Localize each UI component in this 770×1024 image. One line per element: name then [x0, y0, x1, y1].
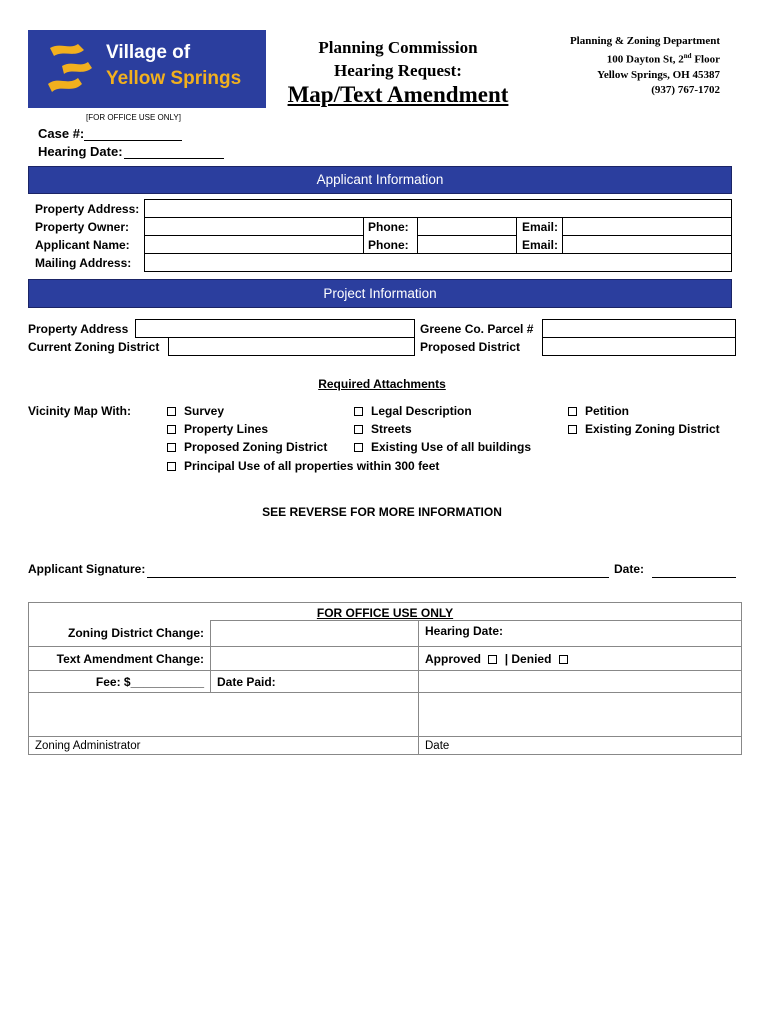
applicant-name-input[interactable] — [144, 235, 364, 254]
logo-text-line2: Yellow Springs — [106, 68, 242, 89]
table-row — [29, 737, 742, 755]
denied-label: | Denied — [504, 651, 552, 666]
applicant-property-address-input[interactable] — [144, 199, 732, 218]
applicant-phone-input[interactable] — [417, 235, 517, 254]
office-hearing-date-label: Hearing Date: — [425, 624, 504, 638]
applicant-section-header: Applicant Information — [28, 166, 732, 194]
village-logo — [28, 30, 266, 108]
applicant-mailing-address-input[interactable] — [144, 253, 732, 272]
administrator-date-field[interactable] — [419, 693, 742, 737]
denied-checkbox[interactable] — [559, 655, 568, 664]
zoning-district-change-label: Zoning District Change: — [29, 621, 211, 647]
vicinity-map-label: Vicinity Map With: — [28, 404, 132, 418]
project-property-address-input[interactable] — [135, 319, 415, 338]
department-street: 100 Dayton St, 2nd Floor — [606, 52, 720, 66]
form-title-main: Map/Text Amendment — [287, 82, 509, 107]
date-paid-label: Date Paid: — [217, 674, 276, 689]
checkbox-petition[interactable]: Petition — [568, 404, 629, 418]
table-row — [29, 621, 742, 647]
project-section-header: Project Information — [28, 279, 732, 308]
hearing-date-label: Hearing Date: — [38, 144, 123, 159]
checkbox-proposed-zoning-district[interactable]: Proposed Zoning District — [167, 440, 327, 454]
current-zoning-district-input[interactable] — [168, 337, 415, 356]
applicant-signature-label: Applicant Signature: — [28, 562, 146, 576]
applicant-email-label-2: Email: — [522, 238, 559, 252]
zoning-administrator-signature-field[interactable] — [29, 693, 419, 737]
see-reverse-notice: SEE REVERSE FOR MORE INFORMATION — [262, 505, 502, 519]
applicant-phone-label-2: Phone: — [368, 238, 409, 252]
office-use-heading: FOR OFFICE USE ONLY — [316, 606, 454, 620]
approved-checkbox[interactable] — [488, 655, 497, 664]
approval-cell — [419, 647, 742, 671]
checkbox-legal-description[interactable]: Legal Description — [354, 404, 472, 418]
office-blank-cell — [419, 671, 742, 693]
department-phone: (937) 767-1702 — [651, 83, 720, 96]
applicant-email-label-1: Email: — [522, 220, 559, 234]
applicant-email-input[interactable] — [562, 235, 732, 254]
owner-phone-input[interactable] — [417, 217, 517, 236]
greene-parcel-label: Greene Co. Parcel # — [420, 322, 534, 336]
proposed-district-input[interactable] — [542, 337, 736, 356]
text-amendment-change-field[interactable] — [211, 647, 419, 671]
greene-parcel-input[interactable] — [542, 319, 736, 338]
proposed-district-label: Proposed District — [420, 340, 521, 354]
date-paid-cell[interactable] — [211, 671, 419, 693]
checkbox-property-lines[interactable]: Property Lines — [167, 422, 268, 436]
table-row — [29, 671, 742, 693]
signature-date-field[interactable] — [652, 577, 736, 578]
table-row — [29, 603, 742, 621]
applicant-property-owner-input[interactable] — [144, 217, 364, 236]
applicant-property-address-label: Property Address: — [35, 202, 140, 216]
checkbox-icon — [167, 407, 176, 416]
form-title-line1: Planning Commission — [318, 38, 478, 57]
checkbox-icon — [354, 407, 363, 416]
checkbox-principal-use-300ft[interactable]: Principal Use of all properties within 300 feet — [167, 459, 439, 473]
project-property-address-label: Property Address — [28, 322, 129, 336]
hearing-date-field[interactable] — [124, 158, 224, 159]
office-use-table — [28, 602, 742, 755]
owner-email-input[interactable] — [562, 217, 732, 236]
department-address — [530, 34, 720, 98]
case-number-field[interactable] — [84, 140, 182, 141]
approved-label: Approved — [425, 651, 482, 666]
table-row — [29, 693, 742, 737]
checkbox-streets[interactable]: Streets — [354, 422, 412, 436]
checkbox-icon — [167, 443, 176, 452]
office-hearing-date-cell[interactable] — [419, 621, 742, 647]
checkbox-icon — [568, 425, 577, 434]
required-attachments-heading: Required Attachments — [318, 377, 446, 391]
case-number-label: Case #: — [38, 126, 85, 141]
fee-label[interactable]: Fee: $___________ — [29, 671, 211, 693]
text-amendment-change-label: Text Amendment Change: — [29, 647, 211, 671]
table-row — [29, 647, 742, 671]
applicant-phone-label-1: Phone: — [368, 220, 409, 234]
checkbox-survey[interactable]: Survey — [167, 404, 224, 418]
checkbox-icon — [354, 443, 363, 452]
zoning-administrator-label: Zoning Administrator — [29, 737, 419, 755]
logo-text-line1: Village of — [106, 42, 191, 63]
applicant-property-owner-label: Property Owner: — [35, 220, 130, 234]
office-use-note: [FOR OFFICE USE ONLY] — [86, 113, 181, 122]
checkbox-icon — [167, 425, 176, 434]
applicant-mailing-address-label: Mailing Address: — [35, 256, 132, 270]
current-zoning-district-label: Current Zoning District — [28, 340, 160, 354]
zoning-district-change-field[interactable] — [211, 621, 419, 647]
yellow-springs-swoosh-icon — [44, 40, 96, 98]
form-title-line2: Hearing Request: — [334, 61, 462, 80]
checkbox-existing-zoning-district[interactable]: Existing Zoning District — [568, 422, 720, 436]
applicant-name-label: Applicant Name: — [35, 238, 130, 252]
checkbox-existing-use-buildings[interactable]: Existing Use of all buildings — [354, 440, 531, 454]
department-city: Yellow Springs, OH 45387 — [597, 68, 720, 81]
checkbox-icon — [354, 425, 363, 434]
administrator-date-label: Date — [419, 737, 742, 755]
signature-date-label: Date: — [614, 562, 645, 576]
checkbox-icon — [167, 462, 176, 471]
checkbox-icon — [568, 407, 577, 416]
applicant-signature-field[interactable] — [147, 577, 609, 578]
department-name: Planning & Zoning Department — [569, 35, 720, 47]
